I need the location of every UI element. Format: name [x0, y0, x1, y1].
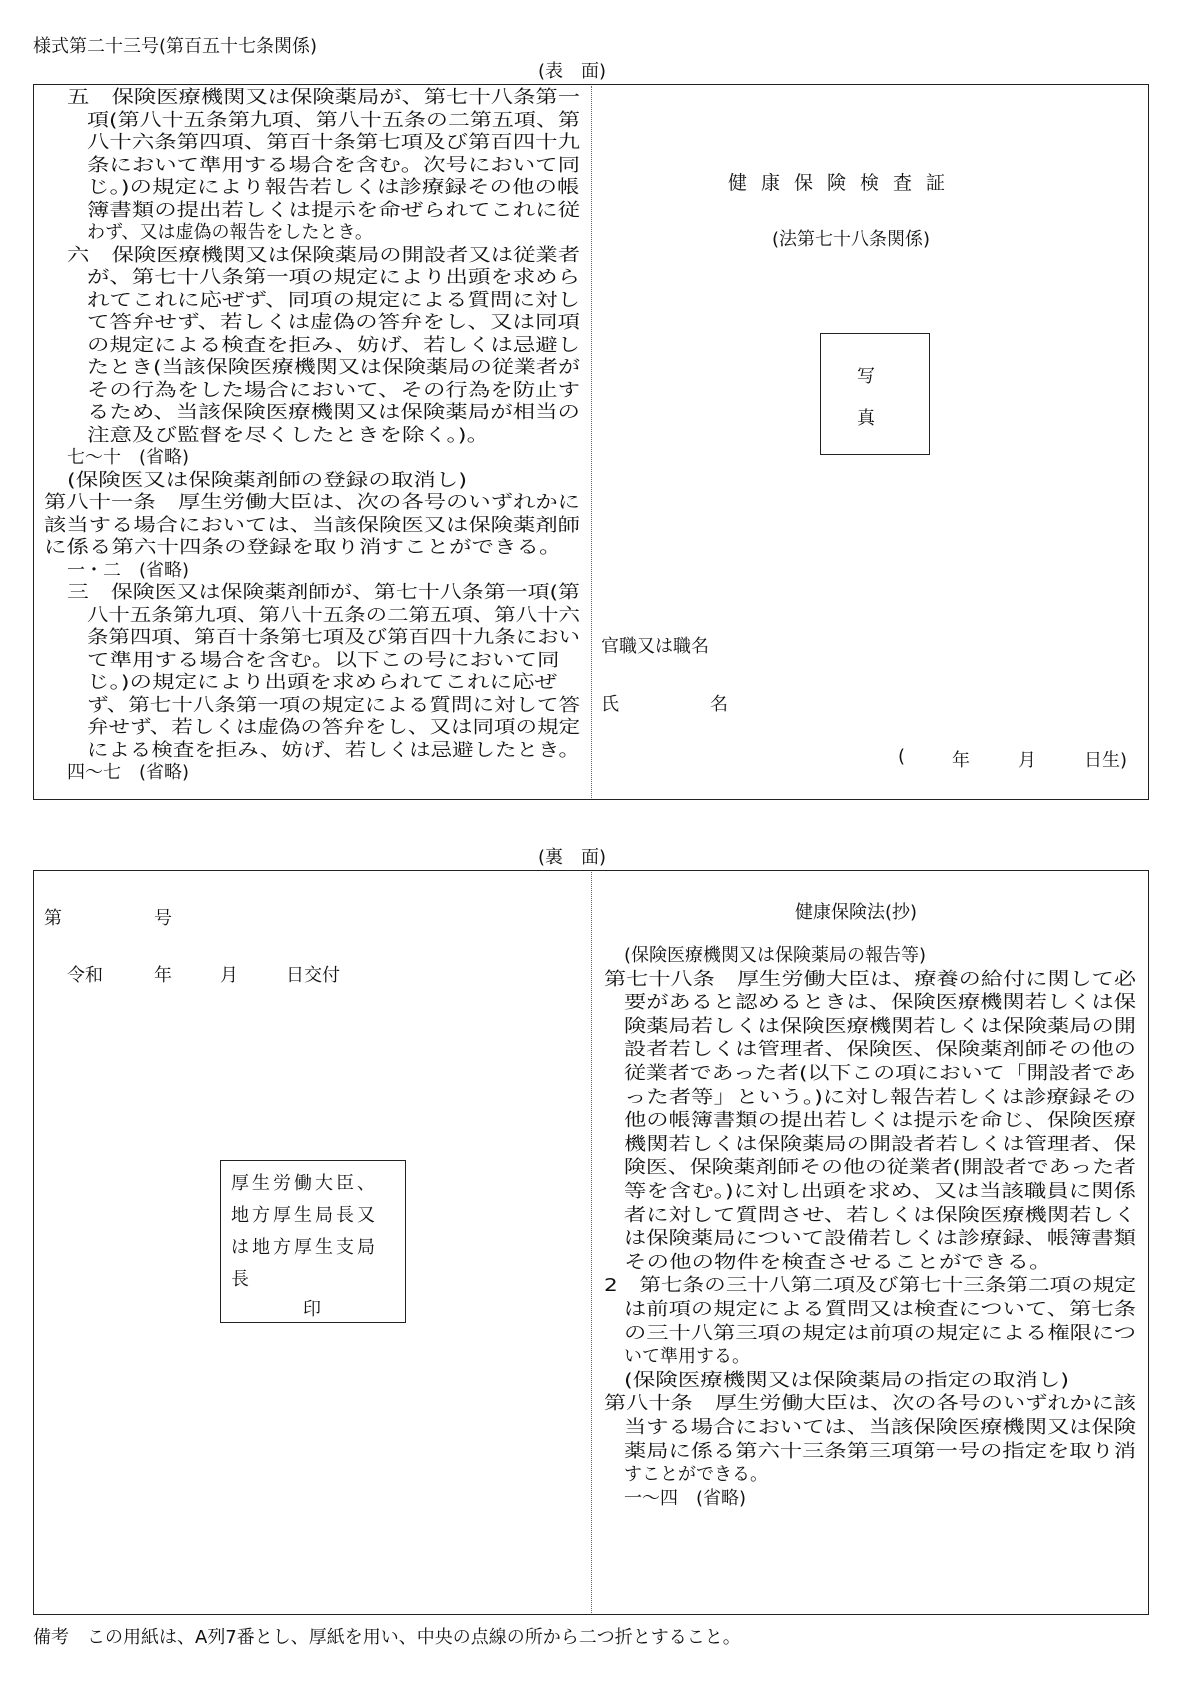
text-line: ず、第七十八条第一項の規定による質問に対して答	[87, 694, 580, 716]
text-line: は前項の規定による質問又は検査について、第七条	[624, 1299, 1136, 1320]
text-line: 第八十条 厚生労働大臣は、次の各号のいずれかに該	[604, 1393, 1136, 1415]
birth-open-paren: (	[898, 746, 906, 767]
front-label: (表 面)	[538, 61, 607, 82]
text-line: 条第四項、第百十条第七項及び第百四十九条におい	[87, 627, 580, 648]
text-line: の三十八第三項の規定は前項の規定による権限につ	[624, 1322, 1136, 1344]
birth-year-label: 年	[952, 750, 970, 771]
text-line: 要があると認めるときは、保険医療機関若しくは保	[624, 992, 1136, 1014]
text-line: じ。)の規定により報告若しくは診療録その他の帳	[87, 177, 580, 198]
text-line: いて準用する。	[624, 1346, 750, 1368]
text-line: たとき(当該保険医療機関又は保険薬局の従業者が	[87, 357, 580, 378]
text-line: 八十五条第九項、第八十五条の二第五項、第八十六	[87, 604, 580, 626]
text-line: 第八十一条 厚生労働大臣は、次の各号のいずれかに	[44, 492, 580, 513]
text-line: は保険薬局について設備若しくは診療録、帳簿書類	[624, 1228, 1136, 1250]
text-line: 八十六条第四項、第百十条第七項及び第百四十九	[87, 132, 580, 153]
text-line: 従業者であった者(以下この項において「開設者であ	[624, 1063, 1136, 1084]
back-label: (裏 面)	[538, 847, 607, 868]
front-fold-line	[591, 86, 592, 798]
text-line: による検査を拒み、妨げ、若しくは忌避したとき。	[87, 739, 580, 761]
text-line: れてこれに応ぜず、同項の規定による質問に対し	[87, 289, 580, 311]
text-line: が、第七十八条第一項の規定により出頭を求めら	[87, 267, 580, 288]
seal-line-1: 厚生労働大臣、	[231, 1173, 378, 1194]
text-line: 設者若しくは管理者、保険医、保険薬剤師その他の	[624, 1039, 1136, 1061]
name-label-first: 氏	[601, 694, 619, 715]
text-line: 簿書類の提出若しくは提示を命ぜられてこれに従	[87, 199, 580, 221]
seal-line-3: は地方厚生支局	[231, 1237, 378, 1258]
text-line: 六 保険医療機関又は保険薬局の開設者又は従業者	[67, 244, 580, 266]
seal-line-4: 長	[231, 1269, 249, 1290]
card-number-prefix: 第	[44, 908, 62, 929]
text-line: に係る第六十四条の登録を取り消すことができる。	[44, 537, 562, 558]
text-line: の規定による検査を拒み、妨げ、若しくは忌避し	[87, 334, 580, 356]
issue-month: 月	[220, 965, 238, 986]
text-line: じ。)の規定により出頭を求められてこれに応ぜ	[87, 672, 558, 693]
issue-day: 日交付	[286, 965, 340, 986]
text-line: 弁せず、若しくは虚偽の答弁をし、又は同項の規定	[87, 717, 580, 738]
issue-year: 年	[154, 965, 172, 986]
text-line: 険薬局若しくは保険医療機関若しくは保険薬局の開	[624, 1015, 1136, 1037]
text-line: 険医、保険薬剤師その他の従業者(開設者であった者	[624, 1157, 1136, 1179]
photo-label-top: 写	[857, 366, 875, 387]
text-line: 第七十八条 厚生労働大臣は、療養の給付に関して必	[604, 968, 1136, 990]
position-label: 官職又は職名	[601, 636, 709, 657]
seal-mark: 印	[303, 1299, 321, 1320]
text-line: (保険医療機関又は保険薬局の報告等)	[624, 945, 927, 966]
text-line: 条において準用する場合を含む。次号において同	[87, 154, 580, 176]
text-line: 注意及び監督を尽くしたときを除く。)。	[87, 424, 490, 446]
text-line: 2 第七条の三十八第二項及び第七十三条第二項の規定	[604, 1275, 1136, 1297]
text-line: 七～十 (省略)	[67, 447, 190, 468]
law-title: 健康保険法(抄)	[795, 902, 918, 923]
issuer-seal-box	[220, 1160, 406, 1323]
text-line: わず、又は虚偽の報告をしたとき。	[87, 222, 373, 243]
issue-era: 令和	[67, 965, 103, 986]
card-subtitle: (法第七十八条関係)	[772, 229, 931, 250]
text-line: 四～七 (省略)	[67, 762, 190, 783]
text-line: 者に対して質問させ、若しくは保険医療機関若しく	[624, 1204, 1136, 1226]
text-line: 項(第八十五条第九項、第八十五条の二第五項、第	[87, 109, 580, 131]
text-line: て答弁せず、若しくは虚偽の答弁をし、又は同項	[87, 312, 580, 333]
back-fold-line	[591, 872, 592, 1613]
card-title: 健康保険検査証	[728, 172, 960, 194]
birth-day-label: 日生)	[1084, 750, 1128, 771]
text-line: るため、当該保険医療機関又は保険薬局が相当の	[87, 402, 580, 423]
photo-box	[820, 333, 930, 455]
text-line: 他の帳簿書類の提出若しくは提示を命じ、保険医療	[624, 1110, 1136, 1132]
text-line: その他の物件を検査させることができる。	[624, 1251, 1052, 1273]
card-number-suffix: 号	[154, 908, 172, 929]
text-line: 一～四 (省略)	[624, 1487, 747, 1509]
text-line: 該当する場合においては、当該保険医又は保険薬剤師	[44, 514, 580, 536]
text-line: った者等」という。)に対し報告若しくは診療録その	[624, 1086, 1136, 1108]
text-line: 五 保険医療機関又は保険薬局が、第七十八条第一	[67, 87, 580, 108]
text-line: (保険医又は保険薬剤師の登録の取消し)	[67, 469, 468, 491]
photo-label-bottom: 真	[857, 408, 875, 429]
text-line: 一・二 (省略)	[67, 559, 190, 581]
text-line: その行為をした場合において、その行為を防止す	[87, 379, 580, 401]
text-line: て準用する場合を含む。以下この号において同	[87, 649, 560, 671]
seal-line-2: 地方厚生局長又	[231, 1205, 378, 1226]
name-label-second: 名	[710, 694, 728, 715]
text-line: 薬局に係る第六十三条第三項第一号の指定を取り消	[624, 1440, 1136, 1462]
text-line: 当する場合においては、当該保険医療機関又は保険	[624, 1417, 1136, 1438]
text-line: 等を含む。)に対し出頭を求め、又は当該職員に関係	[624, 1181, 1136, 1202]
birth-month-label: 月	[1018, 750, 1036, 771]
text-line: すことができる。	[624, 1464, 768, 1486]
text-line: 三 保険医又は保険薬剤師が、第七十八条第一項(第	[67, 582, 580, 603]
text-line: (保険医療機関又は保険薬局の指定の取消し)	[624, 1369, 1070, 1391]
remark: 備考 この用紙は、A列7番とし、厚紙を用い、中央の点線の所から二つ折とすること。	[33, 1627, 741, 1648]
form-title: 様式第二十三号(第百五十七条関係)	[33, 36, 318, 57]
text-line: 機関若しくは保険薬局の開設者若しくは管理者、保	[624, 1133, 1136, 1155]
